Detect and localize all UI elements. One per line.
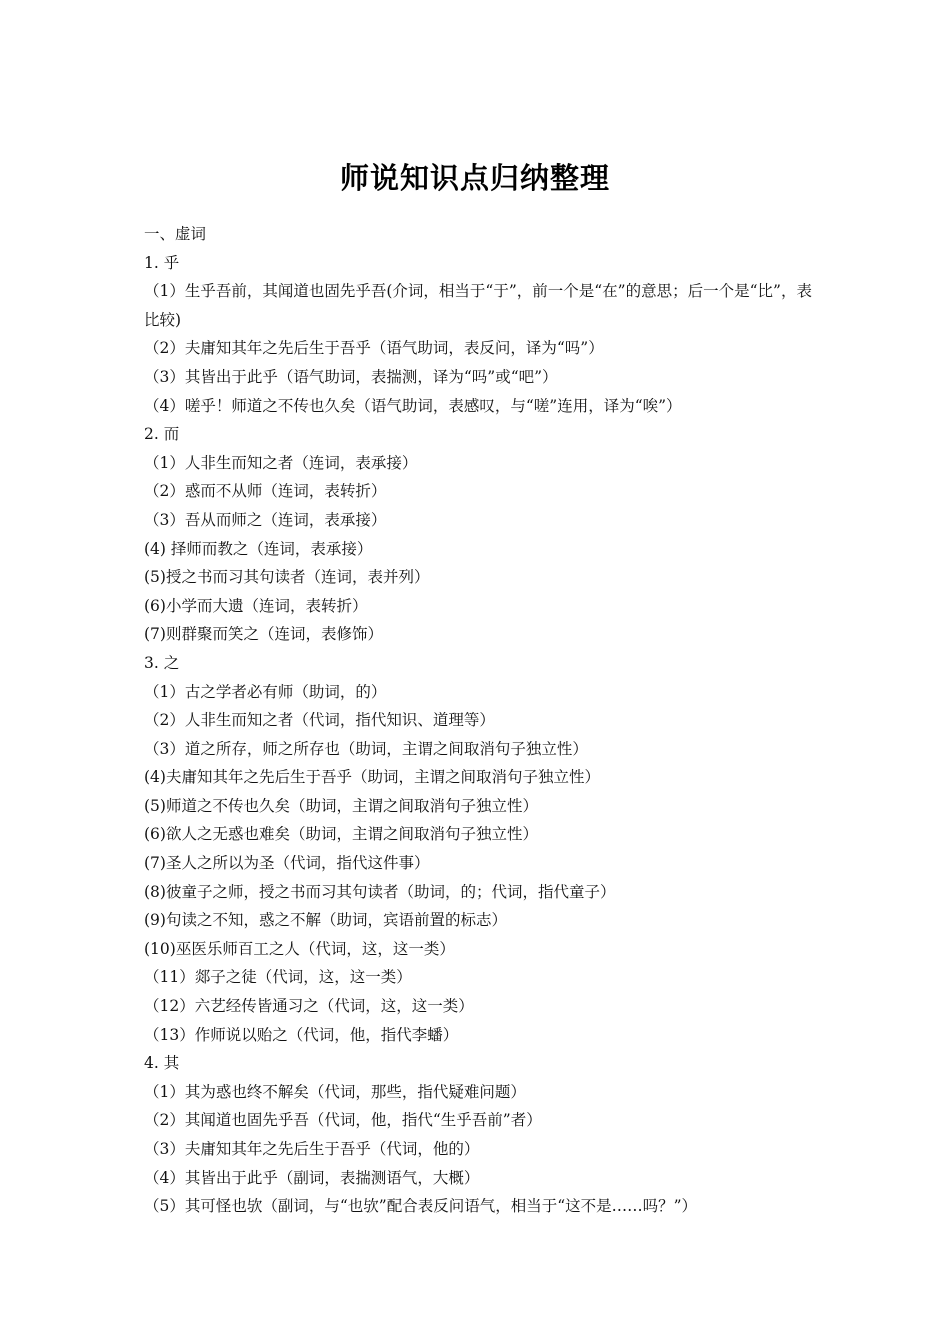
text-line: （2）惑而不从师（连词，表转折） xyxy=(144,482,387,501)
text-line: （11）郯子之徒（代词，这，这一类） xyxy=(144,968,412,987)
text-line: (7)则群聚而笑之（连词，表修饰） xyxy=(144,625,383,644)
page-title: 师说知识点归纳整理 xyxy=(339,161,610,195)
subsection-heading: 1. 乎 xyxy=(144,253,180,272)
text-line: （4）嗟乎！师道之不传也久矣（语气助词，表感叹，与“嗟”连用，译为“唉”） xyxy=(144,396,682,415)
text-line: (6)欲人之无惑也难矣（助词，主谓之间取消句子独立性） xyxy=(144,825,538,844)
text-line: （2）夫庸知其年之先后生于吾乎（语气助词，表反问，译为“吗”） xyxy=(144,339,604,358)
text-line: (4)夫庸知其年之先后生于吾乎（助词，主谓之间取消句子独立性） xyxy=(144,768,600,787)
text-line: （1）人非生而知之者（连词，表承接） xyxy=(144,453,418,472)
text-line: （2）其闻道也固先乎吾（代词，他，指代“生乎吾前”者） xyxy=(144,1111,542,1130)
text-line: (7)圣人之所以为圣（代词，指代这件事） xyxy=(144,854,430,873)
text-line: (10)巫医乐师百工之人（代词，这，这一类） xyxy=(144,939,455,958)
text-line: （3）吾从而师之（连词，表承接） xyxy=(144,510,387,529)
document-body xyxy=(144,220,814,1221)
text-line: （5）其可怪也欤（副词，与“也欤”配合表反问语气，相当于“这不是……吗？”） xyxy=(144,1197,698,1216)
text-line: （1）其为惑也终不解矣（代词，那些，指代疑难问题） xyxy=(144,1082,526,1101)
text-line: （4）其皆出于此乎（副词，表揣测语气，大概） xyxy=(144,1168,480,1187)
text-line: （13）作师说以贻之（代词，他，指代李蟠） xyxy=(144,1025,459,1044)
text-line: （12）六艺经传皆通习之（代词，这，这一类） xyxy=(144,997,474,1016)
subsection-heading: 2. 而 xyxy=(144,425,180,444)
text-line: （1）生乎吾前，其闻道也固先乎吾(介词，相当于“于”，前一个是“在”的意思；后一个是“比”，表比较) xyxy=(144,282,812,329)
text-line: (8)彼童子之师，授之书而习其句读者（助词，的；代词，指代童子） xyxy=(144,882,616,901)
text-line: (5)师道之不传也久矣（助词，主谓之间取消句子独立性） xyxy=(144,796,538,815)
subsection-heading: 4. 其 xyxy=(144,1054,180,1073)
subsection-heading: 3. 之 xyxy=(144,653,180,672)
text-line: (6)小学而大遗（连词，表转折） xyxy=(144,596,368,615)
text-line: （1）古之学者必有师（助词，的） xyxy=(144,682,387,701)
text-line: （3）道之所存，师之所存也（助词，主谓之间取消句子独立性） xyxy=(144,739,588,758)
section-heading: 一、虚词 xyxy=(144,225,207,243)
text-line: (5)授之书而习其句读者（连词，表并列） xyxy=(144,568,430,587)
text-line: (9)句读之不知，惑之不解（助词，宾语前置的标志） xyxy=(144,911,507,930)
text-line: （3）其皆出于此乎（语气助词，表揣测，译为“吗”或“吧”） xyxy=(144,367,558,386)
text-line: （2）人非生而知之者（代词，指代知识、道理等） xyxy=(144,711,495,730)
text-line: (4) 择师而教之（连词，表承接） xyxy=(144,539,373,558)
text-line: （3）夫庸知其年之先后生于吾乎（代词，他的） xyxy=(144,1140,480,1158)
